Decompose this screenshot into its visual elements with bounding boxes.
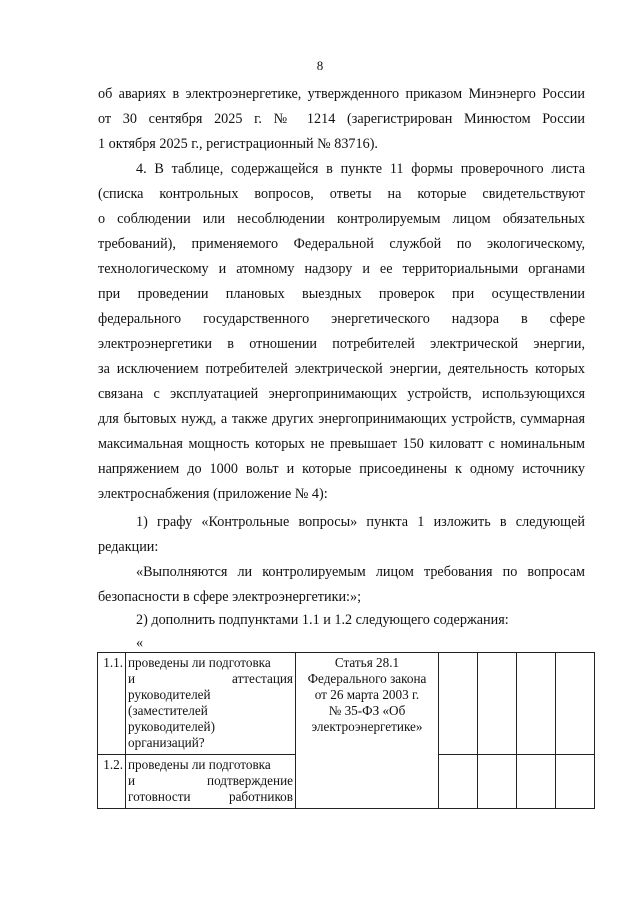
- question-line: и аттестация: [128, 671, 293, 686]
- answer-na-cell: [517, 653, 556, 755]
- text-line: редакции:: [98, 539, 159, 555]
- legal-reference-line: Статья 28.1: [334, 655, 400, 670]
- text-line: при проведении плановых выездных проверок при осуществлении: [98, 286, 585, 302]
- question-line: и подтверждение: [128, 773, 293, 788]
- text-line: федерального государственного энергетического надзора в сфере: [98, 311, 585, 327]
- answer-yes-cell: [439, 755, 478, 809]
- row-number: 1.2.: [98, 755, 126, 809]
- row-number: 1.1.: [98, 653, 126, 755]
- legal-reference-line: электроэнергетике»: [311, 719, 423, 734]
- text-line: 4. В таблице, содержащейся в пункте 11 формы проверочного листа: [136, 161, 585, 177]
- text-line: напряжением до 1000 вольт и которые присоединены к одному источнику: [98, 461, 585, 477]
- answer-na-cell: [517, 755, 556, 809]
- note-cell: [556, 755, 595, 809]
- text-line: о соблюдении или несоблюдении контролируемым лицом обязательных: [98, 211, 585, 227]
- question-line: готовности работников: [128, 789, 293, 804]
- text-line: технологическому и атомному надзору и ее территориальными органами: [98, 261, 585, 277]
- text-line: (списка контрольных вопросов, ответы на которые свидетельствуют: [98, 186, 585, 202]
- question-line: проведены ли подготовка: [128, 757, 271, 772]
- requirements-table: [97, 652, 595, 809]
- text-line: об авариях в электроэнергетике, утвержденного приказом Минэнерго России: [98, 86, 585, 102]
- page-number: 8: [316, 58, 324, 73]
- question-cell: [126, 653, 296, 755]
- text-line: от 30 сентября 2025 г. № 1214 (зарегистрирован Минюстом России: [98, 111, 585, 127]
- legal-reference-line: № 35-ФЗ «Об: [328, 703, 406, 718]
- text-line: связана с эксплуатацией энергопринимающих устройств, использующихся: [98, 386, 585, 402]
- text-line: электроснабжения (приложение № 4):: [98, 486, 328, 502]
- question-line: руководителей: [128, 687, 211, 702]
- note-cell: [556, 653, 595, 755]
- text-line: для бытовых нужд, а также других энергопринимающих устройств, суммарная: [98, 411, 585, 427]
- answer-no-cell: [478, 653, 517, 755]
- question-line: организаций?: [128, 735, 205, 750]
- legal-reference-cell: [296, 653, 439, 809]
- question-line: (заместителей: [128, 703, 208, 718]
- text-line: за исключением потребителей электрической энергии, деятельность которых: [98, 361, 585, 377]
- text-line: безопасности в сфере электроэнергетики:»;: [98, 589, 362, 605]
- text-line: 1) графу «Контрольные вопросы» пункта 1 изложить в следующей: [136, 514, 585, 530]
- table-row: [98, 653, 595, 755]
- text-line: требований), применяемого Федеральной службой по экологическому,: [98, 236, 585, 252]
- answer-yes-cell: [439, 653, 478, 755]
- text-line: максимальная мощность которых не превышает 150 киловатт с номинальным: [98, 436, 585, 452]
- question-cell: [126, 755, 296, 809]
- answer-no-cell: [478, 755, 517, 809]
- text-line: «: [136, 635, 144, 651]
- text-line: «Выполняются ли контролируемым лицом требования по вопросам: [136, 564, 585, 580]
- legal-reference-line: Федерального закона: [307, 671, 427, 686]
- text-line: электроэнергетики в отношении потребителей электрической энергии,: [98, 336, 585, 352]
- question-line: руководителей): [128, 719, 215, 734]
- legal-reference-line: от 26 марта 2003 г.: [314, 687, 420, 702]
- question-line: проведены ли подготовка: [128, 655, 271, 670]
- text-line: 1 октября 2025 г., регистрационный № 83716).: [98, 136, 378, 152]
- text-line: 2) дополнить подпунктами 1.1 и 1.2 следующего содержания:: [136, 612, 509, 628]
